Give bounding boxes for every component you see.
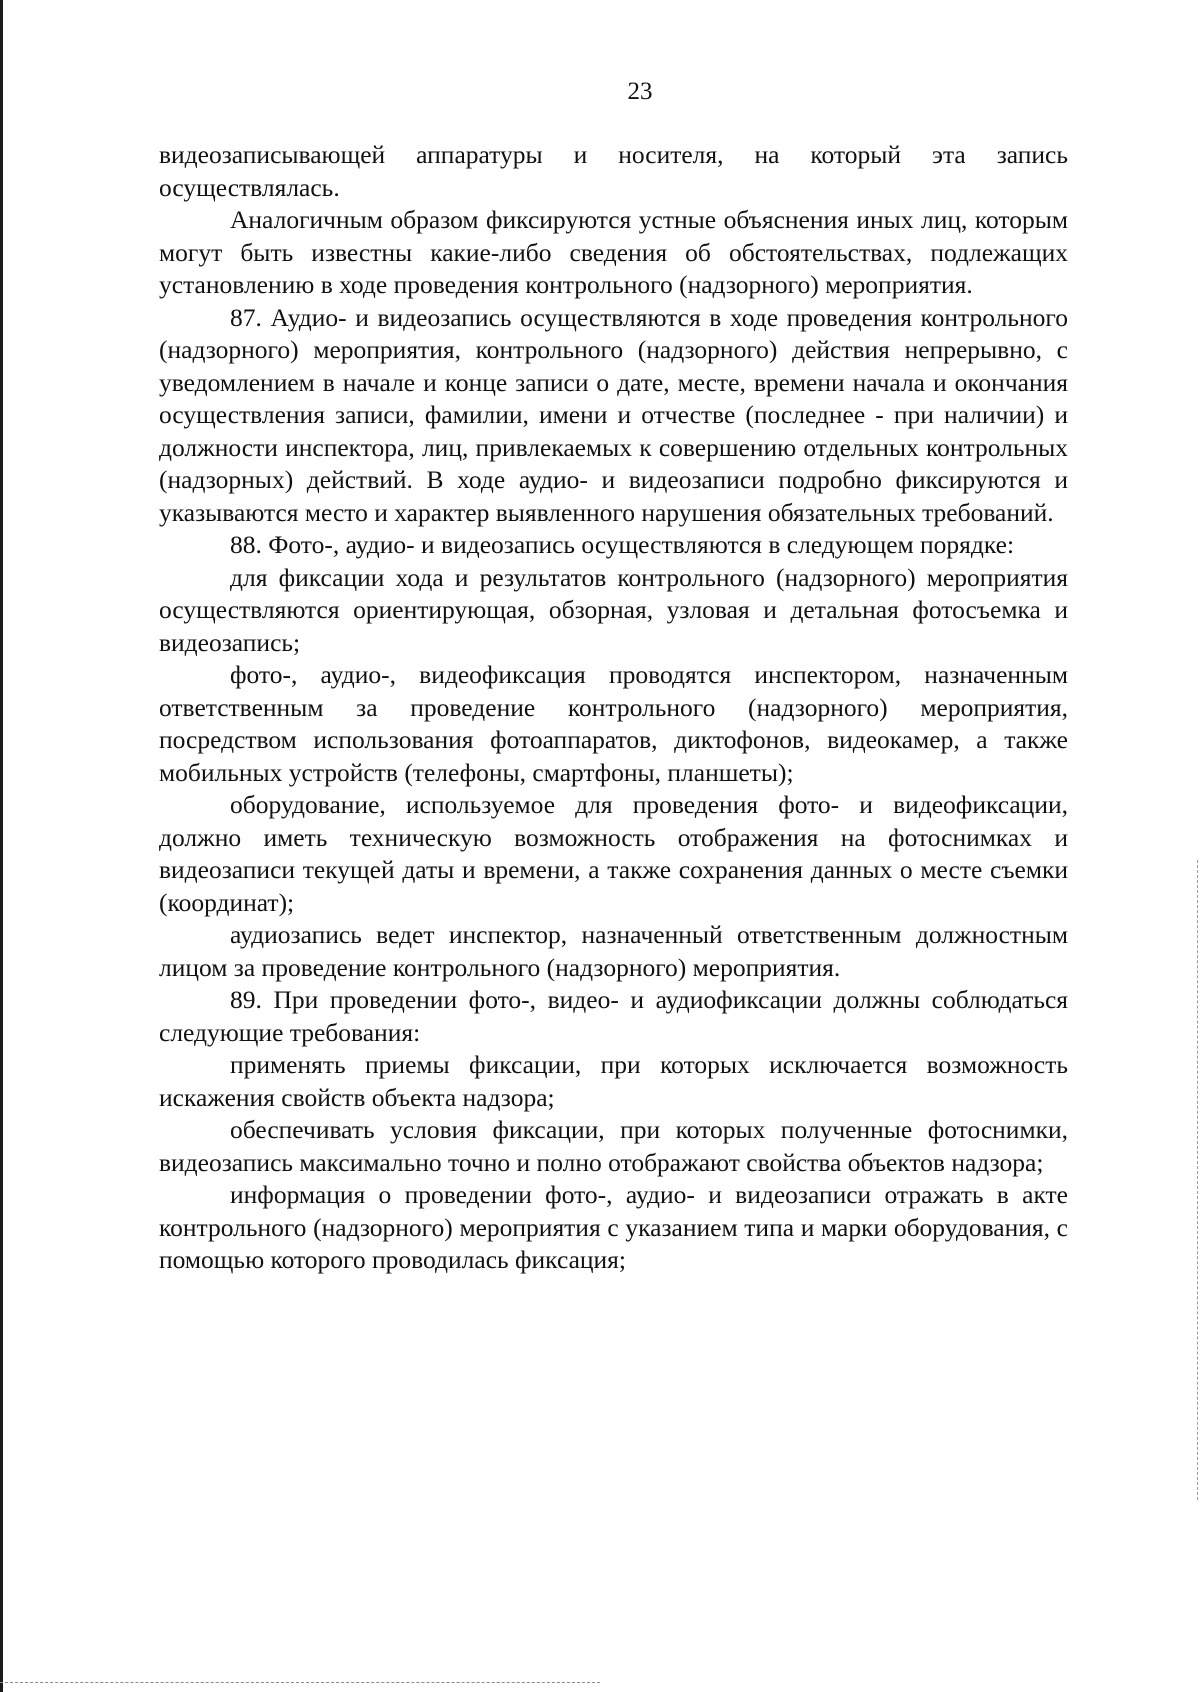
paragraph: аудиозапись ведет инспектор, назначенный ответственным должностным лицом за проведение контрольного (надзорного) мероприятия. <box>159 920 1068 982</box>
page-number: 23 <box>627 78 653 105</box>
paragraph: видеозаписывающей аппаратуры и носителя, на который эта запись осуществлялась. <box>159 140 1068 202</box>
paragraph: для фиксации хода и результатов контрольного (надзорного) мероприятия осуществляются ориентирующая, обзорная, узловая и детальная фотосъемка и видеозапись; <box>159 562 1068 657</box>
paragraph: обеспечивать условия фиксации, при которых полученные фотоснимки, видеозапись максимально точно и полно отображают свойства объектов надзора; <box>159 1115 1068 1177</box>
document-body <box>159 139 1068 1277</box>
paragraph: 88. Фото-, аудио- и видеозапись осуществляются в следующем порядке: <box>230 530 1015 559</box>
paragraph: применять приемы фиксации, при которых исключается возможность искажения свойств объекта надзора; <box>159 1050 1068 1112</box>
paragraph: 89. При проведении фото-, видео- и аудиофиксации должны соблюдаться следующие требования: <box>159 985 1068 1047</box>
scan-right-edge <box>1197 860 1199 1500</box>
scan-left-edge <box>0 0 3 1692</box>
paragraph: информация о проведении фото-, аудио- и видеозаписи отражать в акте контрольного (надзорного) мероприятия с указанием типа и марки оборудования, с помощью которого проводилась фиксация; <box>159 1180 1068 1274</box>
paragraph: оборудование, используемое для проведения фото- и видеофиксации, должно иметь техническую возможность отображения на фотоснимках и видеозаписи текущей даты и времени, а также сохранения данных о месте съемки (координат); <box>159 790 1068 917</box>
paragraph: Аналогичным образом фиксируются устные объяснения иных лиц, которым могут быть известны какие-либо сведения об обстоятельствах, подлежащих установлению в ходе проведения контрольного (надзорного) мероприятия. <box>159 205 1068 299</box>
paragraph: фото-, аудио-, видеофиксация проводятся инспектором, назначенным ответственным за проведение контрольного (надзорного) мероприятия, посредством использования фотоаппаратов, диктофонов, видеокамер, а также мобильных устройств (телефоны, смартфоны, планшеты); <box>159 660 1068 787</box>
scan-bottom-edge <box>0 1682 600 1684</box>
paragraph: 87. Аудио- и видеозапись осуществляются в ходе проведения контрольного (надзорного) мероприятия, контрольного (надзорного) действия непрерывно, с уведомлением в начале и конце записи о дате, месте, времени начала и окончания осуществления записи, фамилии, имени и отчестве (последнее - при наличии) и должности инспектора, лиц, привлекаемых к совершению отдельных контрольных (надзорных) действий. В ходе аудио- и видеозаписи подробно фиксируются и указываются место и характер выявленного нарушения обязательных требований. <box>159 302 1068 527</box>
